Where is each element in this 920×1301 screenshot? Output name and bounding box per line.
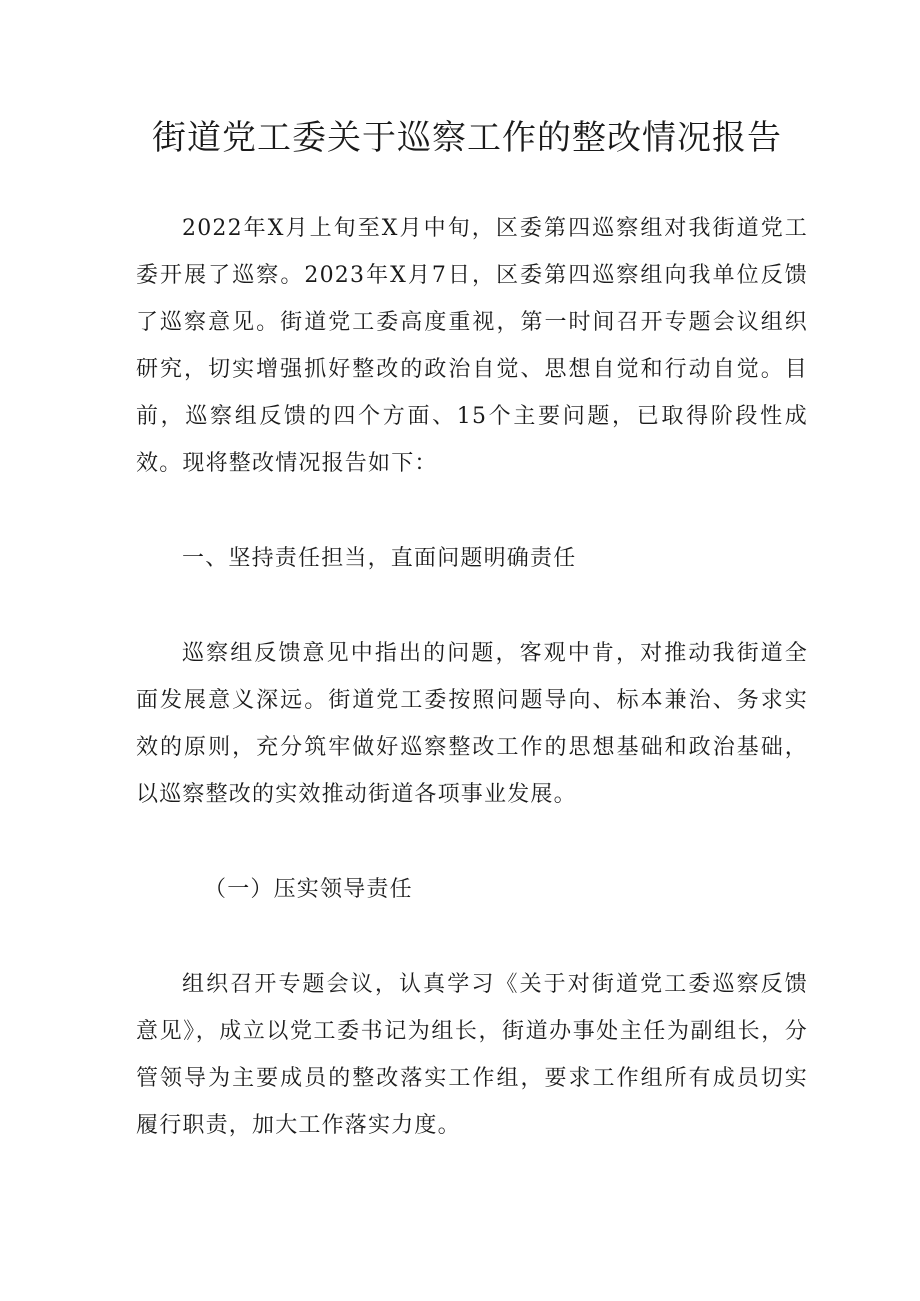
document-title: 街道党工委关于巡察工作的整改情况报告 xyxy=(152,118,782,158)
section-body-1: 巡察组反馈意见中指出的问题，客观中肯，对推动我街道全面发展意义深远。街道党工委按照问题导向、标本兼治、务求实效的原则，充分筑牢做好巡察整改工作的思想基础和政治基础，以巡察整改的实效推动街道各项事业发展。 xyxy=(136,641,808,807)
subsection-body-1: 组织召开专题会议，认真学习《关于对街道党工委巡察反馈意见》，成立以党工委书记为组长，街道办事处主任为副组长，分管领导为主要成员的整改落实工作组，要求工作组所有成员切实履行职责，加大工作落实力度。 xyxy=(136,972,808,1138)
intro-paragraph: 2022年X月上旬至X月中旬，区委第四巡察组对我街道党工委开展了巡察。2023年X月7日，区委第四巡察组向我单位反馈了巡察意见。街道党工委高度重视，第一时间召开专题会议组织研究，切实增强抓好整改的政治自觉、思想自觉和行动自觉。目前，巡察组反馈的四个方面、15个主要问题，已取得阶段性成效。现将整改情况报告如下： xyxy=(136,216,808,476)
subsection-heading-1: （一）压实领导责任 xyxy=(204,877,413,902)
section-heading-1: 一、坚持责任担当，直面问题明确责任 xyxy=(182,546,577,571)
